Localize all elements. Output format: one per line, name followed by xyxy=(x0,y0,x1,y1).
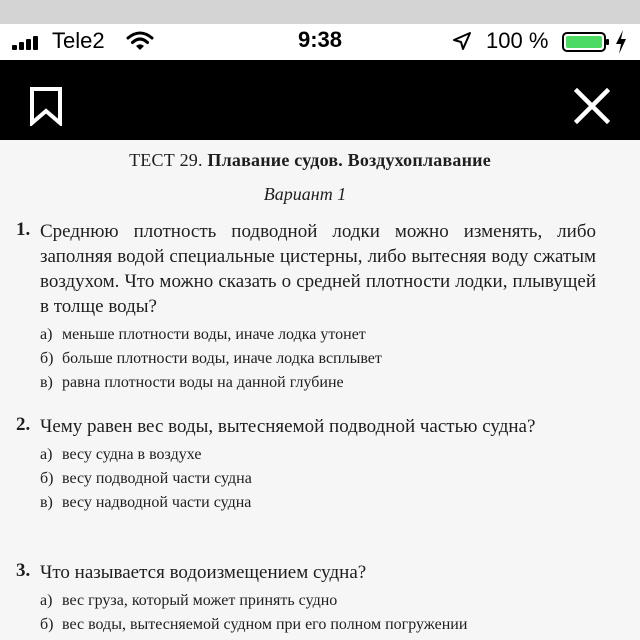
location-arrow-icon xyxy=(452,31,472,51)
question-3 xyxy=(16,560,596,637)
answer-option xyxy=(40,613,596,637)
question-2 xyxy=(16,414,596,515)
bookmark-icon[interactable] xyxy=(28,86,64,126)
option-text: равна плотности воды на данной глубине xyxy=(62,374,344,391)
answer-option xyxy=(40,491,596,515)
top-strip xyxy=(0,0,640,24)
option-text: вес воды, вытесняемой судном при его полном погружении xyxy=(62,616,468,633)
option-letter: б) xyxy=(40,616,54,633)
option-letter: а) xyxy=(40,446,53,463)
answer-option xyxy=(40,371,596,395)
option-text: весу надводной части судна xyxy=(62,494,252,511)
option-text: весу судна в воздухе xyxy=(62,446,202,463)
question-text: Чему равен вес воды, вытесняемой подводной частью судна? xyxy=(40,416,536,437)
option-letter: б) xyxy=(40,350,54,367)
variant-label: Вариант 1 xyxy=(263,184,347,204)
question-number: 2. xyxy=(16,414,31,435)
test-title-prefix: ТЕСТ 29. xyxy=(129,150,203,170)
answer-option xyxy=(40,443,596,467)
battery-percent: 100 % xyxy=(486,28,549,53)
test-title xyxy=(0,150,610,171)
question-number: 1. xyxy=(16,219,31,240)
option-letter: в) xyxy=(40,494,53,511)
question-1 xyxy=(16,219,596,395)
answer-option xyxy=(40,347,596,371)
option-text: больше плотности воды, иначе лодка всплывет xyxy=(62,350,382,367)
test-title-main: Плавание судов. Воздухоплавание xyxy=(207,150,491,170)
answer-option xyxy=(40,323,596,347)
option-letter: а) xyxy=(40,592,53,609)
option-letter: б) xyxy=(40,470,54,487)
carrier-name: Tele2 xyxy=(52,28,105,53)
close-icon[interactable] xyxy=(574,88,610,124)
question-text: Что называется водоизмещением судна? xyxy=(40,562,367,583)
clock-time: 9:38 xyxy=(297,27,343,52)
status-bar xyxy=(0,24,640,60)
option-letter: в) xyxy=(40,374,53,391)
option-text: весу подводной части судна xyxy=(62,470,252,487)
answer-option xyxy=(40,467,596,491)
option-text: меньше плотности воды, иначе лодка утонет xyxy=(62,326,366,343)
question-text: Среднюю плотность подводной лодки можно изменять, либо заполняя водой специальные цистерны, либо вытесняя воду сжатым воздухом. Что можно сказать о средней плотности лодки, плывущей в толще воды? xyxy=(40,221,596,317)
question-number: 3. xyxy=(16,560,31,581)
battery-icon xyxy=(562,32,610,52)
viewer-toolbar xyxy=(0,60,640,140)
option-text: вес груза, который может принять судно xyxy=(62,592,338,609)
document-page xyxy=(0,140,640,640)
option-letter: а) xyxy=(40,326,53,343)
answer-option xyxy=(40,589,596,613)
charging-bolt-icon xyxy=(614,29,628,55)
